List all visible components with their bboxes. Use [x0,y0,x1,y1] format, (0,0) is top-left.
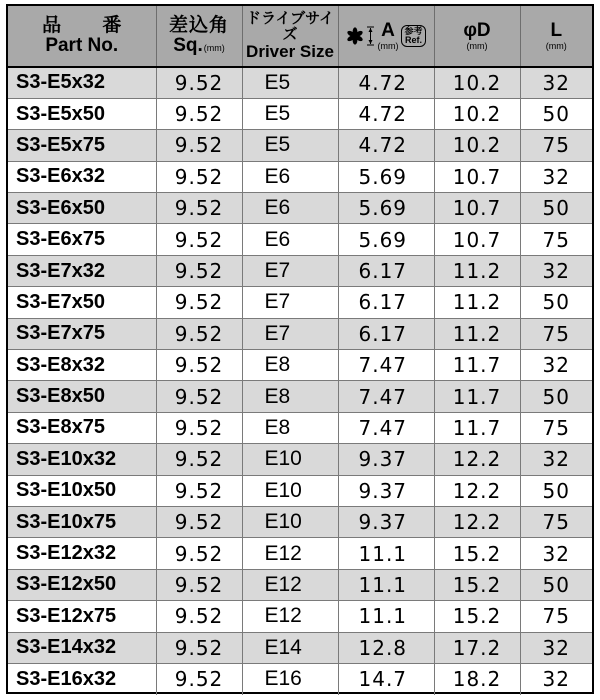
cell-driver-size: E6 [242,161,338,192]
cell-a: 7.47 [338,350,434,381]
cell-driver-size: E8 [242,381,338,412]
header-d-unit: (mm) [466,40,488,51]
cell-sq: 9.52 [156,255,242,286]
header-d [434,6,520,67]
header-driver-en: Driver Size [246,41,334,61]
cell-l: 75 [520,224,592,255]
cell-part-no: S3-E6x75 [8,224,156,255]
table-row [8,569,592,600]
cell-sq: 9.52 [156,161,242,192]
cell-l: 75 [520,130,592,161]
header-sq [156,6,242,67]
cell-sq: 9.52 [156,538,242,569]
cell-d: 10.7 [434,193,520,224]
header-driver [242,6,338,67]
cell-a: 11.1 [338,601,434,632]
spec-table [8,6,592,695]
table-header [8,6,592,67]
header-d-label: φD [463,19,491,41]
cell-driver-size: E6 [242,193,338,224]
torx-star-icon [346,27,364,45]
cell-l: 75 [520,318,592,349]
spec-table-frame [6,4,594,694]
header-a-label: A [381,19,395,41]
cell-d: 10.2 [434,98,520,129]
table-row [8,318,592,349]
cell-driver-size: E8 [242,412,338,443]
cell-driver-size: E16 [242,663,338,694]
cell-part-no: S3-E5x50 [8,98,156,129]
header-sq-en: Sq. [173,35,203,56]
cell-driver-size: E12 [242,601,338,632]
header-a-ref-en: Ref. [404,35,422,45]
cell-driver-size: E8 [242,350,338,381]
cell-a: 6.17 [338,255,434,286]
cell-d: 10.7 [434,161,520,192]
header-l [520,6,592,67]
cell-sq: 9.52 [156,601,242,632]
cell-d: 11.2 [434,318,520,349]
cell-d: 12.2 [434,444,520,475]
cell-driver-size: E7 [242,255,338,286]
header-part-no-en: Part No. [45,35,119,56]
cell-part-no: S3-E12x50 [8,569,156,600]
cell-d: 10.2 [434,130,520,161]
cell-driver-size: E6 [242,224,338,255]
cell-part-no: S3-E5x32 [8,67,156,98]
cell-l: 50 [520,287,592,318]
cell-a: 4.72 [338,130,434,161]
cell-part-no: S3-E8x50 [8,381,156,412]
cell-a: 9.37 [338,444,434,475]
cell-part-no: S3-E16x32 [8,663,156,694]
header-row [8,6,592,67]
cell-driver-size: E5 [242,67,338,98]
cell-d: 17.2 [434,632,520,663]
header-sq-en-wrap [157,36,242,56]
table-row [8,601,592,632]
cell-d: 15.2 [434,538,520,569]
cell-l: 32 [520,350,592,381]
table-row [8,381,592,412]
cell-a: 6.17 [338,318,434,349]
cell-sq: 9.52 [156,475,242,506]
cell-sq: 9.52 [156,318,242,349]
table-row [8,444,592,475]
cell-d: 11.7 [434,350,520,381]
cell-d: 11.2 [434,287,520,318]
table-row [8,412,592,443]
table-row [8,130,592,161]
cell-l: 32 [520,444,592,475]
table-row [8,475,592,506]
cell-a: 5.69 [338,193,434,224]
header-a-unit: (mm) [377,40,399,51]
cell-l: 32 [520,632,592,663]
cell-driver-size: E10 [242,475,338,506]
cell-l: 32 [520,255,592,286]
cell-driver-size: E14 [242,632,338,663]
header-sq-ja: 差込角 [168,15,229,37]
header-l-unit: (mm) [545,40,567,51]
cell-d: 15.2 [434,601,520,632]
cell-d: 10.2 [434,67,520,98]
table-row [8,632,592,663]
cell-a: 12.8 [338,632,434,663]
cell-l: 50 [520,193,592,224]
cell-part-no: S3-E14x32 [8,632,156,663]
cell-a: 11.1 [338,569,434,600]
cell-a: 6.17 [338,287,434,318]
cell-part-no: S3-E7x32 [8,255,156,286]
cell-driver-size: E12 [242,569,338,600]
cell-part-no: S3-E10x32 [8,444,156,475]
table-row [8,506,592,537]
cell-d: 11.7 [434,381,520,412]
header-sq-unit: (mm) [203,43,225,53]
cell-sq: 9.52 [156,381,242,412]
header-part-no-ja: 品 番 [42,15,140,37]
cell-l: 32 [520,67,592,98]
cell-a: 14.7 [338,663,434,694]
header-driver-ja: ドライブサイズ [245,10,335,44]
table-body [8,67,592,695]
header-a [338,6,434,67]
cell-driver-size: E5 [242,98,338,129]
table-row [8,98,592,129]
cell-part-no: S3-E7x50 [8,287,156,318]
cell-sq: 9.52 [156,98,242,129]
cell-a: 4.72 [338,98,434,129]
cell-l: 50 [520,98,592,129]
cell-sq: 9.52 [156,193,242,224]
cell-d: 11.2 [434,255,520,286]
table-row [8,224,592,255]
header-a-group [346,21,425,51]
cell-part-no: S3-E6x50 [8,193,156,224]
header-a-ref [401,25,425,47]
cell-d: 10.7 [434,224,520,255]
table-row [8,161,592,192]
cell-l: 32 [520,161,592,192]
cell-a: 4.72 [338,67,434,98]
cell-sq: 9.52 [156,444,242,475]
table-row [8,350,592,381]
cell-sq: 9.52 [156,506,242,537]
cell-a: 7.47 [338,381,434,412]
dimension-arrow-icon [367,26,374,46]
cell-l: 75 [520,601,592,632]
header-a-label-wrap [377,21,398,51]
cell-d: 12.2 [434,506,520,537]
cell-driver-size: E7 [242,287,338,318]
cell-part-no: S3-E8x32 [8,350,156,381]
table-row [8,193,592,224]
cell-part-no: S3-E6x32 [8,161,156,192]
cell-d: 15.2 [434,569,520,600]
header-a-ref-ja: 参考 [404,26,423,36]
cell-sq: 9.52 [156,130,242,161]
cell-sq: 9.52 [156,569,242,600]
cell-d: 18.2 [434,663,520,694]
cell-part-no: S3-E7x75 [8,318,156,349]
cell-a: 5.69 [338,161,434,192]
cell-part-no: S3-E12x32 [8,538,156,569]
cell-a: 11.1 [338,538,434,569]
cell-part-no: S3-E10x75 [8,506,156,537]
table-row [8,67,592,98]
cell-sq: 9.52 [156,632,242,663]
cell-l: 50 [520,381,592,412]
cell-driver-size: E12 [242,538,338,569]
header-l-label: L [550,19,563,41]
cell-sq: 9.52 [156,663,242,694]
cell-d: 11.7 [434,412,520,443]
cell-a: 9.37 [338,475,434,506]
cell-l: 75 [520,506,592,537]
cell-l: 50 [520,475,592,506]
cell-driver-size: E7 [242,318,338,349]
cell-driver-size: E10 [242,506,338,537]
table-row [8,287,592,318]
cell-l: 32 [520,538,592,569]
cell-part-no: S3-E5x75 [8,130,156,161]
cell-a: 5.69 [338,224,434,255]
cell-part-no: S3-E8x75 [8,412,156,443]
cell-l: 32 [542,667,570,692]
cell-sq: 9.52 [156,67,242,98]
cell-driver-size: E5 [242,130,338,161]
cell-sq: 9.52 [156,224,242,255]
cell-a: 9.37 [338,506,434,537]
table-row [8,663,592,694]
cell-d: 12.2 [434,475,520,506]
cell-part-no: S3-E10x50 [8,475,156,506]
table-row [8,538,592,569]
table-row [8,255,592,286]
cell-part-no: S3-E12x75 [8,601,156,632]
cell-driver-size: E10 [242,444,338,475]
cell-a: 7.47 [338,412,434,443]
header-part-no [8,6,156,67]
cell-l: 50 [520,569,592,600]
cell-sq: 9.52 [156,287,242,318]
cell-sq: 9.52 [156,350,242,381]
cell-sq: 9.52 [156,412,242,443]
cell-l: 75 [520,412,592,443]
